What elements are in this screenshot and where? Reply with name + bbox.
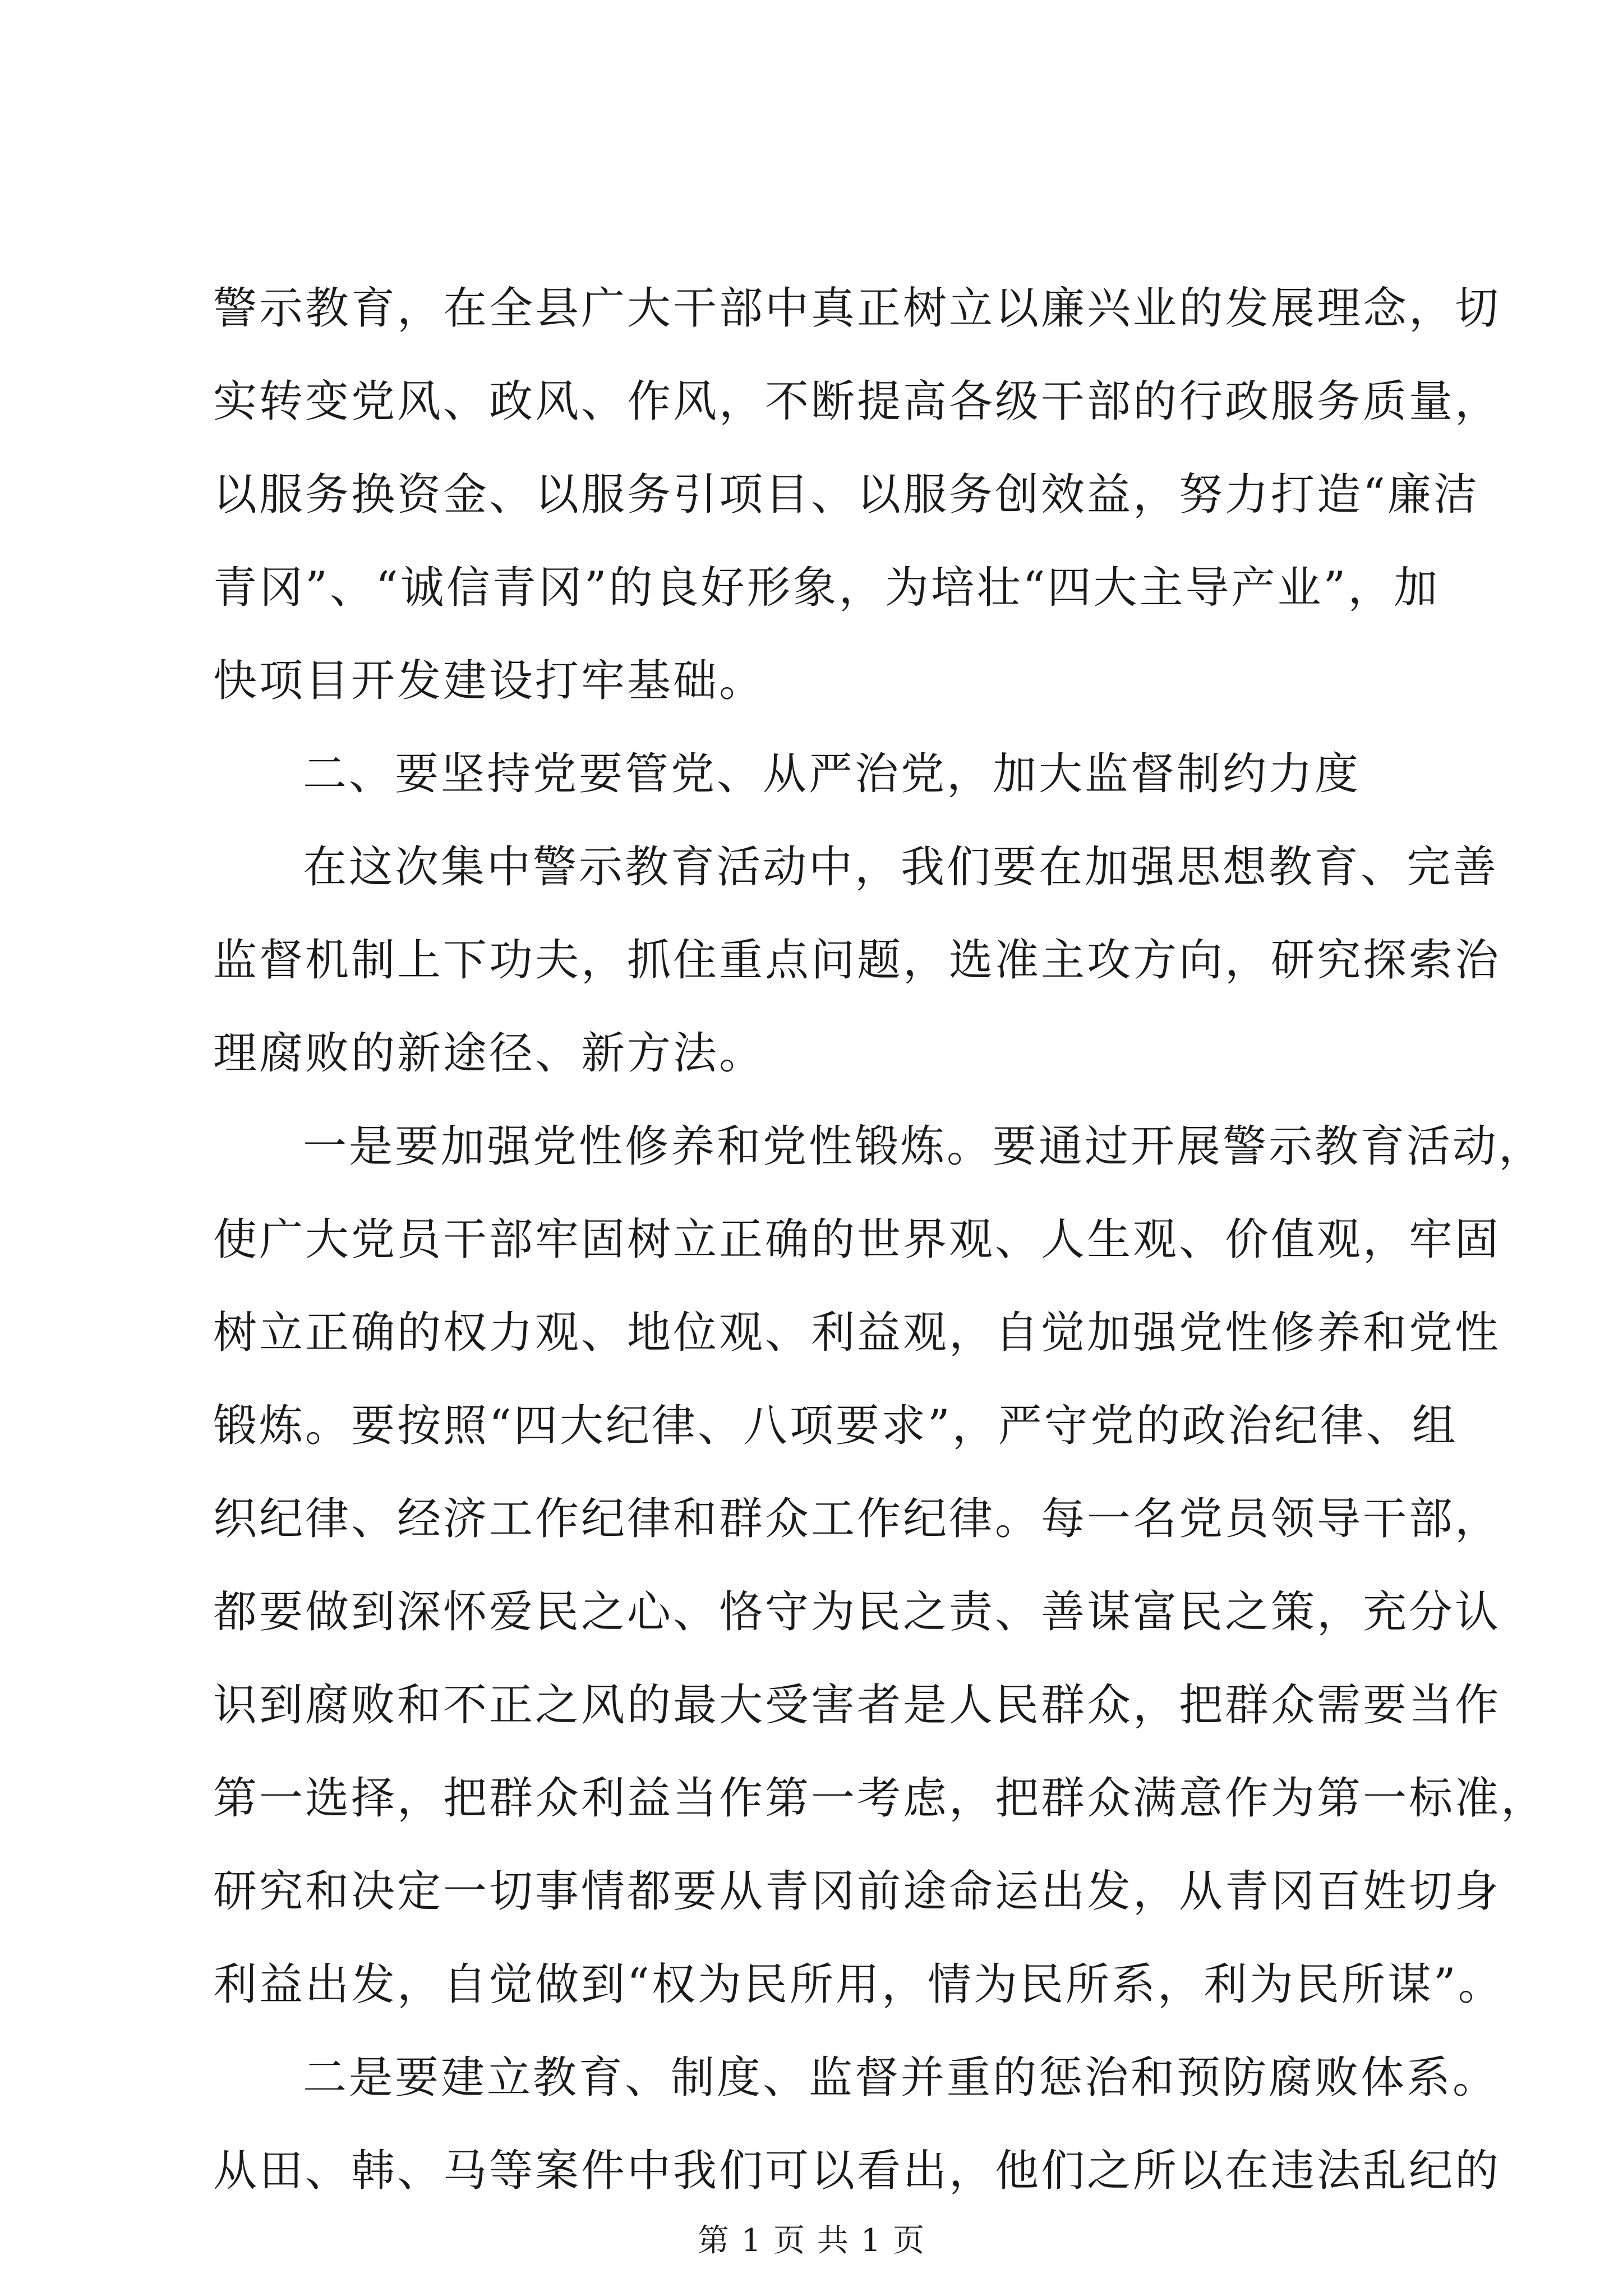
paragraph-line: 使广大党员干部牢固树立正确的世界观、人生观、价值观，牢固 [213, 1214, 1501, 1265]
paragraph-line: 在这次集中警示教育活动中，我们要在加强思想教育、完善 [303, 842, 1499, 892]
paragraph-line: 警示教育，在全县广大干部中真正树立以廉兴业的发展理念，切 [213, 283, 1501, 334]
section-heading: 二、要坚持党要管党、从严治党，加大监督制约力度 [303, 749, 1361, 799]
paragraph-line: 以服务换资金、以服务引项目、以服务创效益，努力打造“廉洁 [213, 470, 1479, 520]
page-number-footer: 第 1 页 共 1 页 [697, 2223, 926, 2259]
paragraph-line: 从田、韩、马等案件中我们可以看出，他们之所以在违法乱纪的 [213, 2146, 1501, 2196]
paragraph-line: 快项目开发建设打牢基础。 [213, 656, 766, 706]
paragraph-line: 第一选择，把群众利益当作第一考虑，把群众满意作为第一标准， [213, 1773, 1547, 1824]
paragraph-line: 研究和决定一切事情都要从青冈前途命运出发，从青冈百姓切身 [213, 1866, 1501, 1917]
paragraph-line: 理腐败的新途径、新方法。 [213, 1028, 766, 1079]
paragraph-line: 树立正确的权力观、地位观、利益观，自觉加强党性修养和党性 [213, 1308, 1501, 1358]
paragraph-line: 识到腐败和不正之风的最大受害者是人民群众，把群众需要当作 [213, 1680, 1501, 1731]
paragraph-line: 监督机制上下功夫，抓住重点问题，选准主攻方向，研究探索治 [213, 935, 1501, 986]
paragraph-line: 一是要加强党性修养和党性锻炼。要通过开展警示教育活动， [303, 1121, 1545, 1172]
paragraph-line: 实转变党风、政风、作风，不断提高各级干部的行政服务质量， [213, 376, 1501, 427]
paragraph-line: 利益出发，自觉做到“权为民所用，情为民所系，利为民所谋”。 [213, 1959, 1504, 2010]
paragraph-line: 二是要建立教育、制度、监督并重的惩治和预防腐败体系。 [303, 2053, 1499, 2103]
paragraph-line: 都要做到深怀爱民之心、恪守为民之责、善谋富民之策，充分认 [213, 1587, 1501, 1637]
paragraph-line: 织纪律、经济工作纪律和群众工作纪律。每一名党员领导干部， [213, 1494, 1501, 1544]
paragraph-line: 青冈”、“诚信青冈”的良好形象，为培壮“四大主导产业”，加 [213, 563, 1440, 613]
paragraph-line: 锻炼。要按照“四大纪律、八项要求”，严守党的政治纪律、组 [213, 1401, 1458, 1451]
